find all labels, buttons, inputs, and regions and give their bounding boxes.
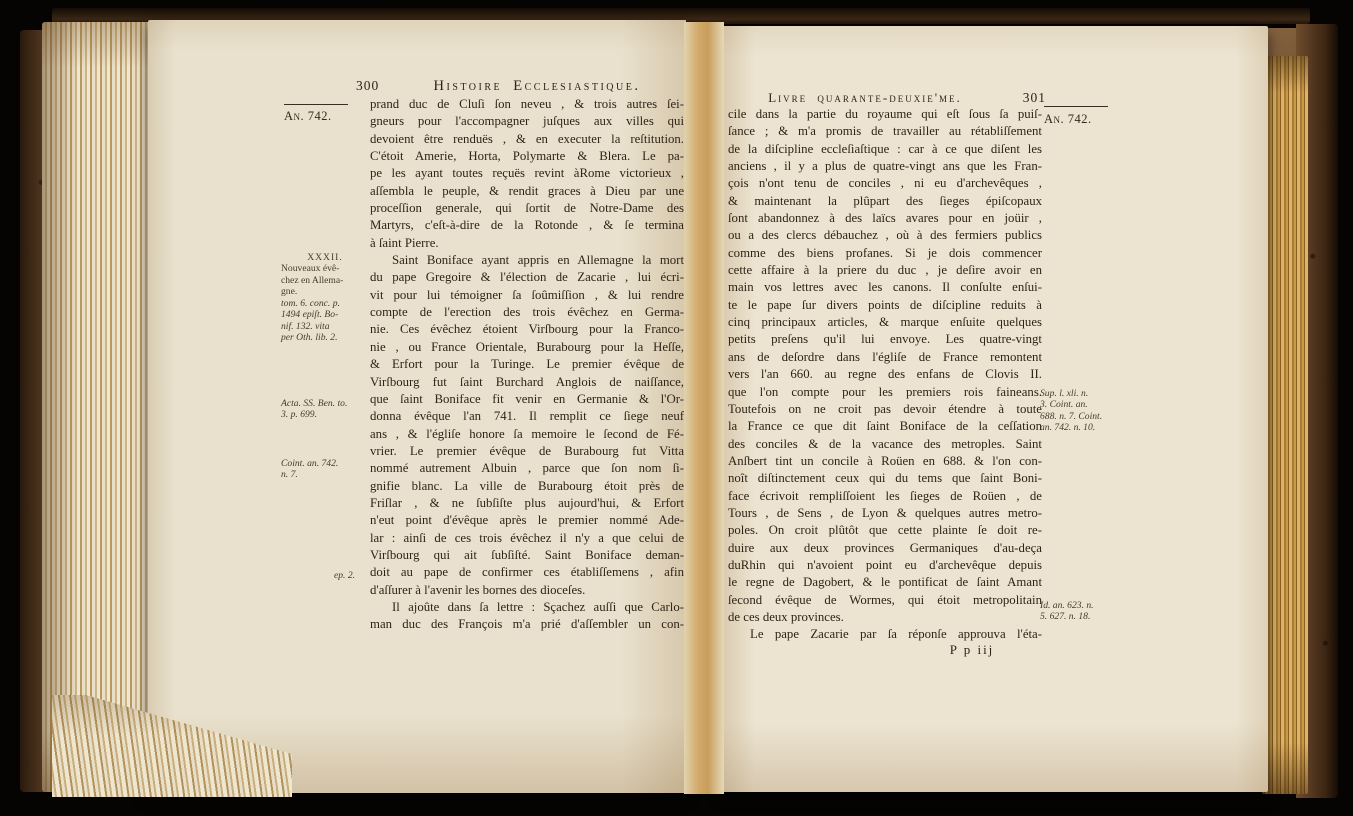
margin-note-line: per Oth. lib. 2. — [281, 332, 338, 344]
text-line: nie , ou France Orientale, Burabourg pour la Heſſe, — [370, 339, 684, 354]
text-line: devoient être renduës , & en executer la reſtitution. — [370, 131, 684, 146]
left-page — [148, 20, 686, 793]
text-line: gnifie blanc. La ville de Burabourg étoit près de — [370, 478, 684, 493]
text-line: n'eut point d'évêque après le premier nommé Ade- — [370, 513, 684, 528]
text-line: main vos lettres avec les canons. Il conſulte enſui- — [728, 280, 1042, 295]
text-line: Martyrs, c'eſt-à-dire de la Rotonde , & ſe termina — [370, 218, 684, 233]
text-line: prand duc de Cluſi ſon neveu , & trois autres ſei- — [370, 97, 684, 111]
text-line: doit au pape de confirmer ces établiſſemens , afin — [370, 565, 684, 580]
page-edges-left — [42, 22, 160, 792]
text-line: compte de l'erection des trois évêchez en Germa- — [370, 305, 684, 320]
margin-rule — [1044, 106, 1108, 107]
text-line: d'aſſurer à l'avenir les bornes des dioceſes. — [370, 582, 586, 597]
text-line: Anſbert tint un concile à Roüen en 688. & l'on con- — [728, 453, 1042, 468]
right-running-header — [728, 90, 1046, 106]
left-running-header — [356, 78, 674, 95]
text-line: Il ajoûte dans ſa lettre : Sçachez auſſi que Carlo- — [392, 599, 684, 614]
text-line: Virſbourg qui ait ſubſiſté. Saint Boniface deman- — [370, 547, 684, 562]
text-line: te le pape ſur divers points de diſcipline reduits à — [728, 297, 1042, 312]
margin-note-line: nif. 132. vita — [281, 320, 330, 332]
margin-note-line: Acta. SS. Ben. to. — [281, 398, 348, 409]
text-line: Le pape Zacarie par ſa réponſe approuva l'éta- — [750, 627, 1042, 642]
text-line: cile dans la partie du royaume qui eſt ſous ſa puiſ- — [728, 107, 1042, 121]
gilt-fore-edge-right — [1262, 56, 1308, 794]
margin-note-chapter — [281, 252, 369, 298]
margin-note-line: Nouveaux évê- — [281, 263, 340, 275]
text-line: nommé autrement Albuin , parce que ſon nom ſi- — [370, 461, 684, 476]
right-text-column — [728, 106, 1042, 644]
text-line: que ſaint Boniface fit venir en Germanie & l'Or- — [370, 391, 684, 406]
right-page-number: 301 — [1022, 90, 1046, 105]
text-line: Tours , de Sens , de Lyon & quelques autres metro- — [728, 505, 1042, 520]
text-line: Friſlar , & ne ſubſiſte plus aujourd'hui, & Erfort — [370, 495, 684, 510]
right-page — [722, 26, 1268, 792]
text-line: le regne de Dagobert, & le pontificat de ſaint Amant — [728, 575, 1042, 590]
text-line: noît diſtinctement ceux qui du tems que ſaint Boni- — [728, 471, 1042, 486]
margin-note-line: 3. p. 699. — [281, 409, 317, 421]
margin-note-id — [1040, 600, 1160, 623]
left-text-column — [370, 96, 684, 634]
margin-note-line: n. 7. — [281, 469, 298, 481]
margin-note-line: Coint. an. 742. — [281, 458, 339, 469]
text-line: à ſaint Pierre. — [370, 235, 439, 250]
margin-note-sources — [281, 298, 369, 344]
text-line: man duc des François m'a prié d'aſſembler un con- — [370, 617, 684, 632]
text-line: anciens , il y a plus de quatre-vingt ans que les Fran- — [728, 159, 1042, 174]
text-line: pe les ayant toutes reçuës revint àRome victorieux , — [370, 166, 684, 181]
margin-note-line: XXXII. — [307, 252, 343, 263]
left-running-title: Histoire Ecclesiastique. — [433, 78, 641, 94]
text-line: Saint Boniface ayant appris en Allemagne la mort — [392, 253, 684, 268]
text-line: & Erfort pour la Turinge. Le premier évêque de — [370, 357, 684, 372]
margin-note-line: 688. n. 7. Coint. — [1040, 410, 1103, 422]
text-line: Virſbourg fut ſaint Burchard Anglois de naiſſance, — [370, 374, 684, 389]
margin-year-right: An. 742. — [1044, 112, 1092, 126]
text-line: nie. Ces évêchez étoient Virſbourg pour la Franco- — [370, 322, 684, 337]
text-line: que l'on compte pour les premiers rois faineans. — [728, 384, 1042, 399]
text-line: cette affaire à la priere du duc , je deſire avoir en — [728, 263, 1042, 278]
text-line: cinq principaux articles, & marque enſuite quelques — [728, 315, 1042, 330]
text-line: duRhin qui n'avoient point eu d'archevêque depuis — [728, 557, 1042, 572]
left-page-number: 300 — [356, 78, 380, 93]
text-line: ſecond évêque de Wormes, qui étoit metropolitain — [728, 592, 1042, 607]
margin-note-line: tom. 6. conc. p. — [281, 298, 340, 309]
text-line: ans de deſordre dans l'égliſe de France remontent — [728, 349, 1042, 364]
text-line: ſance ; & m'a promis de travailler au rétabliſſement — [728, 124, 1042, 139]
text-line: gneurs pour l'accompagner juſques aux villes qui — [370, 114, 684, 129]
text-line: & maintenant la plûpart des ſieges épiſcopaux — [728, 193, 1042, 208]
right-running-title: Livre quarante-deuxie'me. — [768, 90, 962, 105]
text-line: ans , & l'égliſe honore ſa memoire le ſecond de Fé- — [370, 426, 684, 441]
margin-note-line: gne. — [281, 286, 298, 298]
margin-note-line: ep. 2. — [334, 570, 356, 581]
margin-note-line: 1494 epiſt. Bo- — [281, 309, 339, 321]
margin-rule — [284, 104, 348, 105]
text-line: poles. On croit plûtôt que cette plainte ſe doit re- — [728, 523, 1042, 538]
text-line: des conciles & de la vacance des metroples. Saint — [728, 436, 1042, 451]
margin-note-line: 3. Coint. an. — [1040, 399, 1088, 411]
margin-note-line: Id. an. 623. n. — [1040, 600, 1094, 611]
text-line: duire aux deux provinces Germaniques d'au-deça — [728, 540, 1042, 555]
text-line: C'étoit Amerie, Horta, Polymarte & Blera. Le pa- — [370, 149, 684, 164]
margin-note-coint — [281, 458, 371, 481]
text-line: comme des biens profanes. Si je dois commencer — [728, 245, 1042, 260]
text-line: lar : ainſi de ces trois évêchez il n'y a que celui de — [370, 530, 684, 545]
margin-note-ep — [334, 570, 374, 581]
paragraph — [370, 252, 684, 599]
text-line: ſont abandonnez à des laïcs avares pour en joüir , — [728, 211, 1042, 226]
text-line: du pape Gregoire & l'élection de Zacarie , lui écri- — [370, 270, 684, 285]
text-line: de la diſcipline eccleſiaſtique : car à ce que diſent les — [728, 141, 1042, 156]
margin-note-line: chez en Allema- — [281, 274, 344, 286]
text-line: vit pour lui témoigner ſa ſoûmiſſion , & lui rendre — [370, 287, 684, 302]
margin-note-line: 5. 627. n. 18. — [1040, 611, 1091, 623]
text-line: vers l'an 660. au regne des enfans de Clovis II. — [728, 367, 1042, 382]
text-line: ou a des clercs débauchez , où à des fermiers publics — [728, 228, 1042, 243]
book-gutter — [684, 22, 724, 794]
margin-note-acta — [281, 398, 371, 421]
text-line: la France ce que dit ſaint Boniface de la ceſſation — [728, 419, 1042, 434]
margin-note-sup — [1040, 388, 1160, 434]
text-line: çois n'ont tenu de conciles , ni eu d'archevêques , — [728, 176, 1042, 191]
text-line: vrier. Le premier évêque de Burabourg fut Vitta — [370, 443, 684, 458]
signature-mark: P p iij — [949, 642, 995, 657]
margin-note-line: an. 742. n. 10. — [1040, 422, 1096, 434]
paragraph — [728, 106, 1042, 626]
margin-note-line: Sup. l. xli. n. — [1040, 388, 1089, 399]
paragraph — [370, 599, 684, 634]
text-line: petits preſens qu'il lui envoye. Les quatre-vingt — [728, 332, 1042, 347]
margin-year-left: An. 742. — [284, 109, 332, 123]
text-line: proceſſion generale, qui ſortit de Notre-Dame des — [370, 201, 684, 216]
text-line: aſſembla le peuple, & rendit graces à Dieu par une — [370, 183, 684, 198]
text-line: Toutefois on ne croit pas devoir étendre à toute — [728, 401, 1042, 416]
text-line: de ces deux provinces. — [728, 609, 844, 624]
text-line: face écrivoit rempliſſoient les ſieges de Roüen , de — [728, 488, 1042, 503]
paragraph — [370, 96, 684, 252]
text-line: donna évêque l'an 741. Il remplit ce ſiege neuf — [370, 409, 684, 424]
